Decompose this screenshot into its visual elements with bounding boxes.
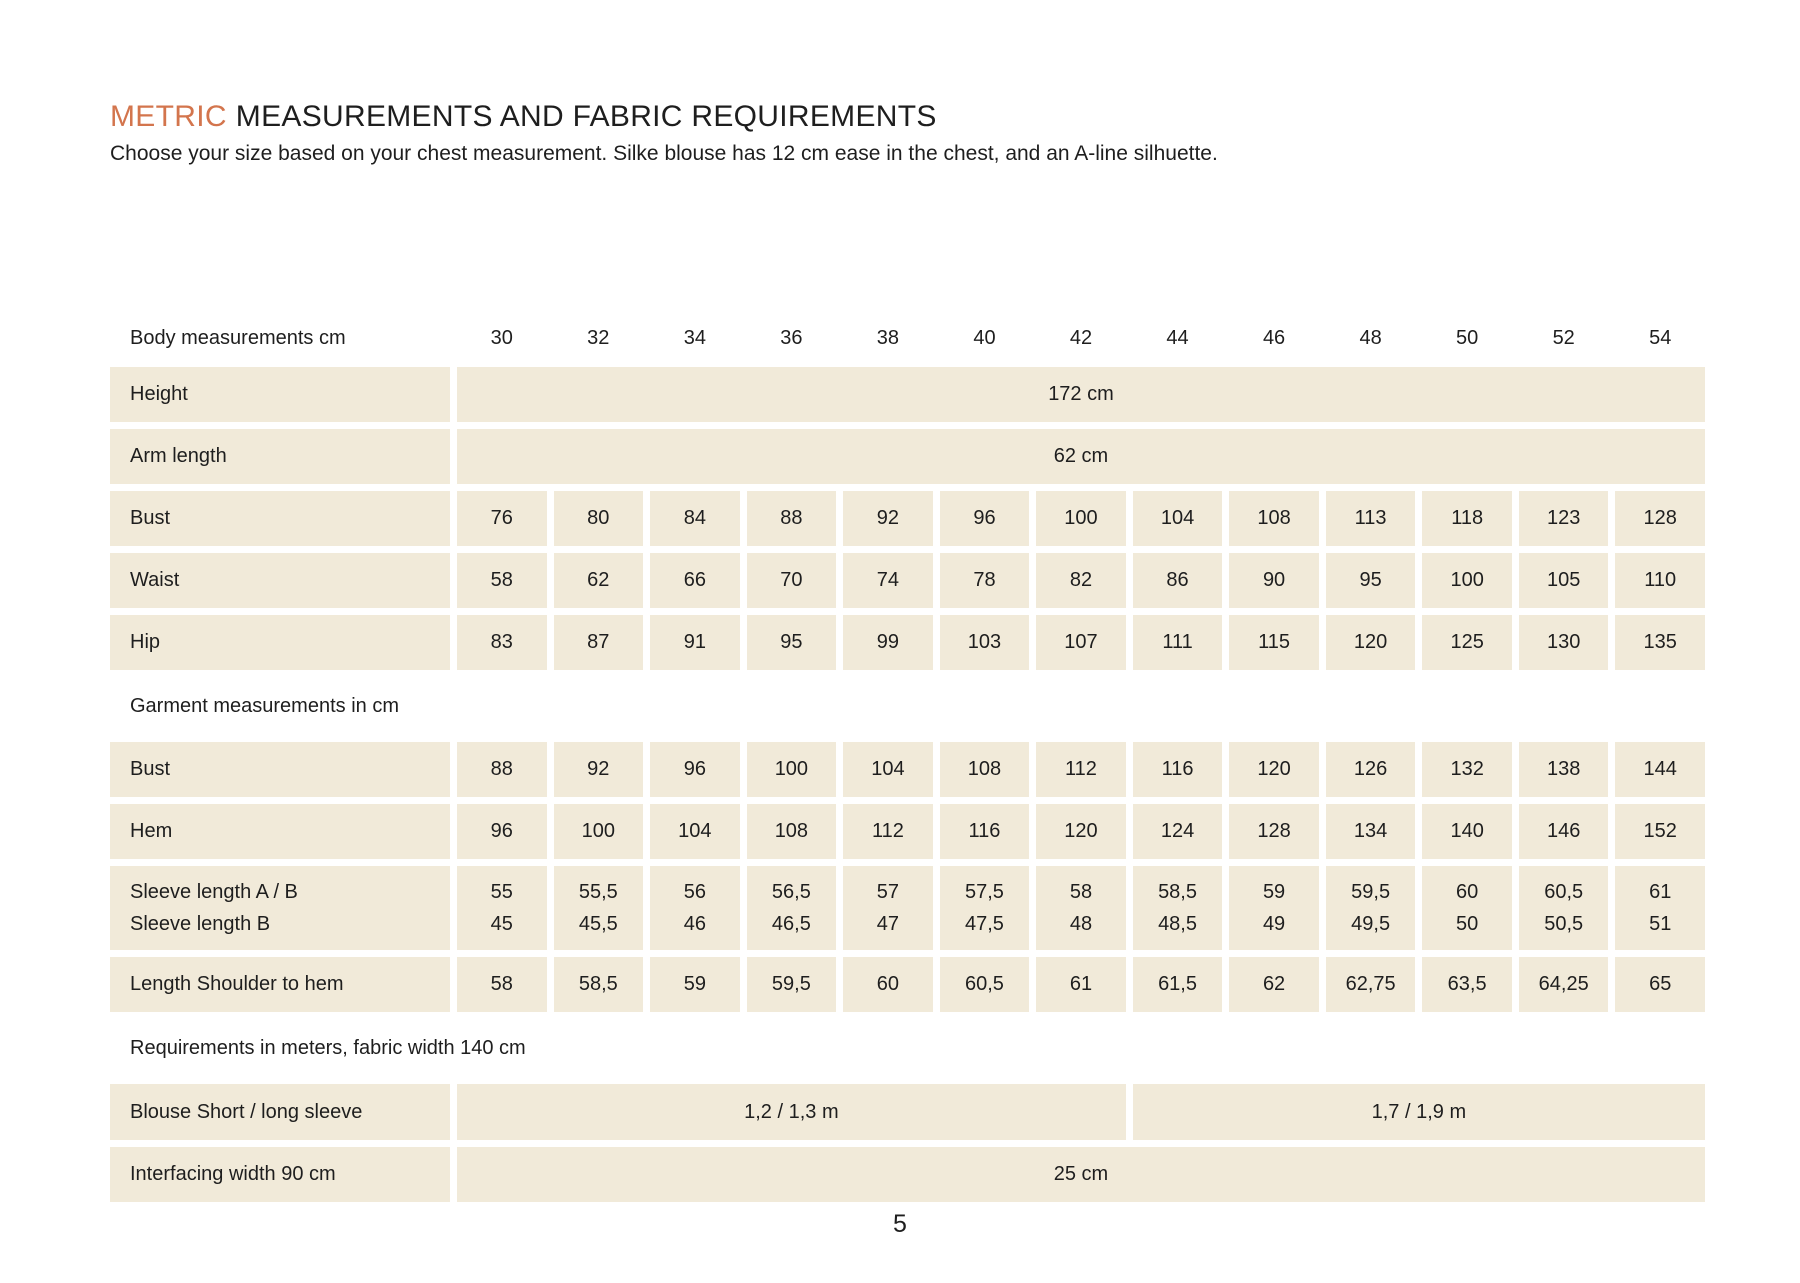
size-header-cell: 32 [587, 326, 610, 349]
value-cell [650, 866, 740, 950]
value-cell: 60 [843, 957, 933, 1012]
value-cell: 115 [1229, 615, 1319, 670]
value-cell: 132 [1422, 742, 1512, 797]
size-header-cell: 54 [1649, 326, 1672, 349]
value-cell [457, 866, 547, 950]
value-cell: 65 [1615, 957, 1705, 1012]
value-line-2: 45,5 [578, 913, 618, 935]
value-cell: 111 [1133, 615, 1223, 670]
value-cell: 134 [1326, 804, 1416, 859]
value-cell: 62 [554, 553, 644, 608]
value-cell: 61 [1036, 957, 1126, 1012]
value-cell: 138 [1519, 742, 1609, 797]
merged-value-cell: 1,2 / 1,3 m [457, 1084, 1126, 1140]
value-line-1: 60,5 [1544, 881, 1584, 903]
value-cell: 100 [747, 742, 837, 797]
value-line-2: 50,5 [1544, 913, 1584, 935]
merged-value-cell: 62 cm [457, 429, 1705, 484]
value-cell: 126 [1326, 742, 1416, 797]
value-cell: 100 [1036, 491, 1126, 546]
value-line-2: 46 [683, 913, 706, 935]
value-line-1: 61 [1649, 881, 1672, 903]
size-header-cell: 52 [1552, 326, 1575, 349]
value-line-2: 47,5 [964, 913, 1004, 935]
value-cell: 128 [1229, 804, 1319, 859]
value-cell: 107 [1036, 615, 1126, 670]
value-cell: 95 [747, 615, 837, 670]
value-cell: 112 [1036, 742, 1126, 797]
size-header-cell: 40 [973, 326, 996, 349]
value-cell: 120 [1326, 615, 1416, 670]
size-header-cell: 44 [1166, 326, 1189, 349]
value-line-1: 59 [1262, 881, 1286, 903]
size-header-cell: 48 [1359, 326, 1382, 349]
row-label: Hem [110, 804, 450, 859]
value-cell: 100 [1422, 553, 1512, 608]
value-cell: 96 [940, 491, 1030, 546]
row-label: Arm length [110, 429, 450, 484]
value-cell: 108 [747, 804, 837, 859]
value-cell: 99 [843, 615, 933, 670]
value-cell [1519, 866, 1609, 950]
value-cell: 104 [650, 804, 740, 859]
value-cell: 84 [650, 491, 740, 546]
value-line-1: 59,5 [1351, 881, 1391, 903]
value-cell: 60,5 [940, 957, 1030, 1012]
value-cell: 140 [1422, 804, 1512, 859]
value-cell: 58,5 [554, 957, 644, 1012]
value-cell: 92 [554, 742, 644, 797]
value-cell: 95 [1326, 553, 1416, 608]
value-line-1: 56 [683, 881, 706, 903]
size-header-cell: 34 [683, 326, 706, 349]
size-header-cell: 30 [490, 326, 513, 349]
value-line-2: 50 [1456, 913, 1479, 935]
value-line-1: 55 [490, 881, 513, 903]
value-cell: 70 [747, 553, 837, 608]
row-label: Bust [110, 491, 450, 546]
value-cell: 91 [650, 615, 740, 670]
value-cell: 86 [1133, 553, 1223, 608]
value-cell: 146 [1519, 804, 1609, 859]
value-line-2: 48,5 [1158, 913, 1197, 935]
value-line-1: 60 [1456, 881, 1479, 903]
value-cell: 125 [1422, 615, 1512, 670]
value-cell: 96 [457, 804, 547, 859]
value-cell: 103 [940, 615, 1030, 670]
value-cell: 105 [1519, 553, 1609, 608]
value-cell [1036, 866, 1126, 950]
row-label [110, 866, 450, 950]
merged-value-cell: 172 cm [457, 367, 1705, 422]
value-line-1: 57,5 [964, 881, 1004, 903]
title-rest: MEASUREMENTS AND FABRIC REQUIREMENTS [235, 100, 937, 133]
value-cell: 88 [457, 742, 547, 797]
value-cell [747, 866, 837, 950]
title-accent: METRIC [110, 100, 227, 133]
row-label: Waist [110, 553, 450, 608]
section-heading: Garment measurements in cm [130, 694, 399, 717]
size-header-cell: 50 [1456, 326, 1479, 349]
size-header-cell: 42 [1069, 326, 1093, 349]
value-cell: 92 [843, 491, 933, 546]
value-cell: 76 [457, 491, 547, 546]
table-header-label: Body measurements cm [130, 326, 346, 349]
value-cell: 64,25 [1519, 957, 1609, 1012]
value-cell: 66 [650, 553, 740, 608]
value-cell: 112 [843, 804, 933, 859]
page-number: 5 [893, 1210, 907, 1238]
value-cell [1422, 866, 1512, 950]
value-cell: 120 [1229, 742, 1319, 797]
value-cell: 100 [554, 804, 644, 859]
size-table [110, 316, 1705, 1202]
size-header-cell: 36 [780, 326, 803, 349]
value-cell: 58 [457, 957, 547, 1012]
value-line-2: 49,5 [1351, 913, 1391, 935]
value-cell [554, 866, 644, 950]
value-line-1: 55,5 [578, 881, 618, 903]
row-label: Hip [110, 615, 450, 670]
value-cell: 62 [1229, 957, 1319, 1012]
value-cell: 118 [1422, 491, 1512, 546]
value-cell: 74 [843, 553, 933, 608]
value-cell: 88 [747, 491, 837, 546]
size-header-cell: 38 [876, 326, 900, 349]
value-cell [843, 866, 933, 950]
row-label: Height [110, 367, 450, 422]
row-label: Blouse Short / long sleeve [110, 1084, 450, 1140]
value-cell: 58 [457, 553, 547, 608]
value-cell: 130 [1519, 615, 1609, 670]
value-cell: 90 [1229, 553, 1319, 608]
section-heading: Requirements in meters, fabric width 140 cm [130, 1036, 526, 1059]
value-cell [1229, 866, 1319, 950]
value-line-2: 51 [1649, 913, 1672, 935]
value-cell: 61,5 [1133, 957, 1223, 1012]
value-cell: 78 [940, 553, 1030, 608]
value-cell: 116 [940, 804, 1030, 859]
value-cell: 123 [1519, 491, 1609, 546]
value-cell: 82 [1036, 553, 1126, 608]
value-cell: 128 [1615, 491, 1705, 546]
value-line-1: 58 [1069, 881, 1093, 903]
value-cell: 62,75 [1326, 957, 1416, 1012]
value-cell: 83 [457, 615, 547, 670]
value-cell: 152 [1615, 804, 1705, 859]
value-cell: 108 [940, 742, 1030, 797]
size-header-cell: 46 [1262, 326, 1286, 349]
value-cell: 96 [650, 742, 740, 797]
value-cell: 113 [1326, 491, 1416, 546]
page-title [110, 100, 1710, 134]
value-cell [1133, 866, 1223, 950]
value-cell: 116 [1133, 742, 1223, 797]
value-cell [1326, 866, 1416, 950]
row-label: Bust [110, 742, 450, 797]
value-cell: 110 [1615, 553, 1705, 608]
value-line-2: 47 [876, 913, 900, 935]
value-cell [940, 866, 1030, 950]
row-label-line-1: Sleeve length A / B [130, 881, 298, 903]
value-cell: 59,5 [747, 957, 837, 1012]
value-cell: 120 [1036, 804, 1126, 859]
value-cell: 124 [1133, 804, 1223, 859]
row-label: Length Shoulder to hem [110, 957, 450, 1012]
value-cell: 63,5 [1422, 957, 1512, 1012]
value-line-1: 56,5 [771, 881, 811, 903]
page-subtitle: Choose your size based on your chest measurement. Silke blouse has 12 cm ease in the chest, and an A-line silhuette. [110, 142, 1218, 165]
value-line-2: 45 [490, 913, 513, 935]
value-line-1: 57 [876, 881, 900, 903]
merged-value-cell: 25 cm [457, 1147, 1705, 1202]
value-line-2: 49 [1262, 913, 1286, 935]
value-cell: 87 [554, 615, 644, 670]
value-cell: 104 [843, 742, 933, 797]
value-line-2: 48 [1069, 913, 1093, 935]
page-header [0, 0, 1800, 166]
value-cell: 144 [1615, 742, 1705, 797]
merged-value-cell: 1,7 / 1,9 m [1133, 1084, 1705, 1140]
row-label-line-2: Sleeve length B [130, 913, 271, 935]
value-cell: 108 [1229, 491, 1319, 546]
value-cell: 59 [650, 957, 740, 1012]
value-cell: 80 [554, 491, 644, 546]
value-cell: 104 [1133, 491, 1223, 546]
value-line-1: 58,5 [1158, 881, 1197, 903]
value-cell: 135 [1615, 615, 1705, 670]
value-cell [1615, 866, 1705, 950]
row-label: Interfacing width 90 cm [110, 1147, 450, 1202]
value-line-2: 46,5 [771, 913, 811, 935]
